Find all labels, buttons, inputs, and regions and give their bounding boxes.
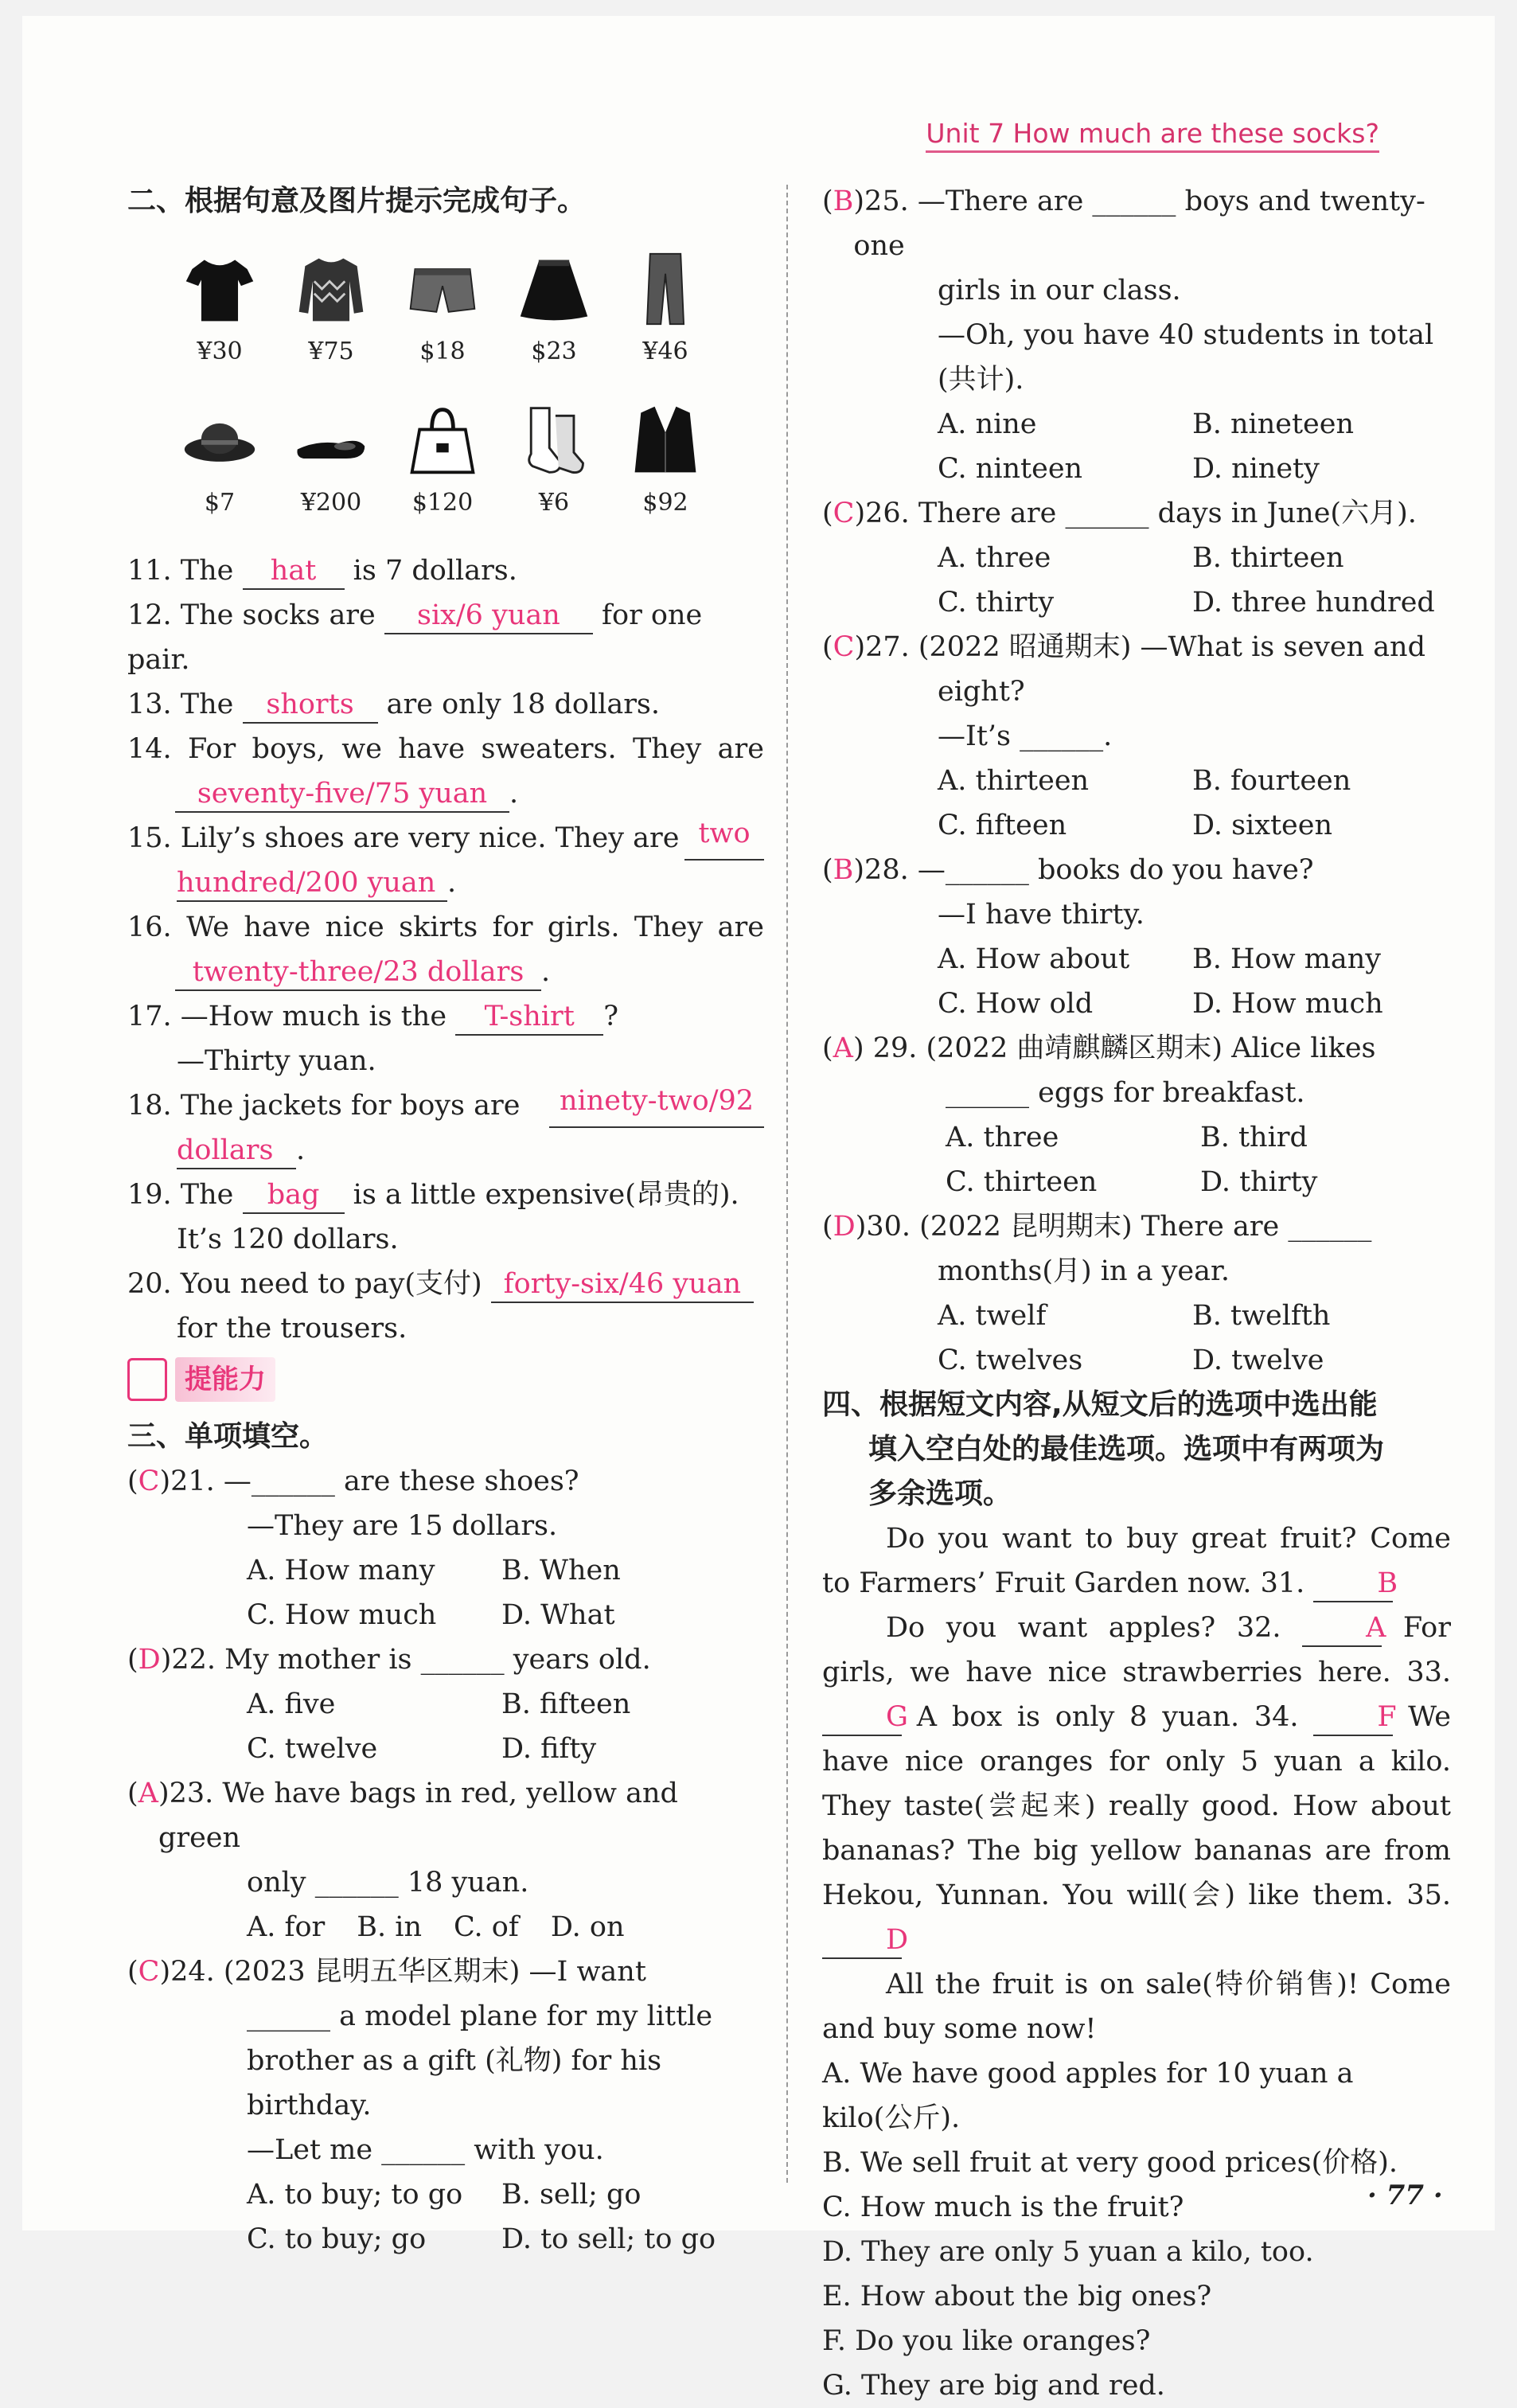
answer-blank[interactable]: F bbox=[1313, 1700, 1393, 1736]
question-23: ( A )23. We have bags in red, yellow and green only ______ 18 yuan. A. for B. in C. of D. on bbox=[127, 1771, 764, 1949]
right-column bbox=[822, 179, 1451, 2408]
question-27: ( C )27. (2022 昭通期末) —What is seven and eight? —It’s ______. A. thirteen B. fourteen C. fifteen D. sixteen bbox=[822, 625, 1451, 848]
clothing-gallery bbox=[166, 243, 764, 545]
price-label: ¥6 bbox=[538, 489, 570, 517]
question-16: 16. We have nice skirts for girls. They are twenty-three/23 dollars . bbox=[127, 905, 764, 994]
gallery-item bbox=[277, 243, 385, 394]
question-26: ( C )26. There are ______ days in June(六月). A. three B. thirteen C. thirty D. three hundred bbox=[822, 491, 1451, 625]
price-label: $120 bbox=[411, 489, 474, 517]
bag-icon bbox=[404, 402, 481, 478]
answer-blank[interactable]: two bbox=[684, 816, 764, 861]
answer-blank[interactable]: T-shirt bbox=[455, 999, 603, 1036]
hat-icon bbox=[181, 402, 258, 478]
question-21: ( C )21. —______ are these shoes? —They are 15 dollars. A. How many B. When C. How much D. What bbox=[127, 1459, 764, 1637]
gallery-item bbox=[388, 394, 497, 545]
answer-mark[interactable]: C bbox=[833, 498, 855, 529]
left-column bbox=[127, 179, 764, 2262]
answer-mark[interactable]: D bbox=[833, 1211, 856, 1243]
question-22: ( D )22. My mother is ______ years old. A. five B. fifteen C. twelve D. fifty bbox=[127, 1637, 764, 1771]
gallery-item bbox=[500, 243, 608, 394]
answer-mark[interactable]: D bbox=[138, 1644, 161, 1676]
question-12: 12. The socks are six/6 yuan for one pair. bbox=[127, 599, 703, 676]
question-25: ( B )25. —There are ______ boys and twenty-one girls in our class. —Oh, you have 40 students in total (共计). A. nine B. nineteen C. ninteen D. ninety bbox=[822, 179, 1451, 491]
sweater-icon bbox=[293, 251, 369, 327]
gallery-item bbox=[500, 394, 608, 545]
option-item: D. They are only 5 yuan a kilo, too. bbox=[822, 2236, 1314, 2268]
question-13: 13. The shorts are only 18 dollars. bbox=[127, 682, 764, 727]
price-label: $23 bbox=[531, 338, 577, 365]
option-item: F. Do you like oranges? bbox=[822, 2325, 1151, 2357]
unit-header: Unit 7 How much are these socks? bbox=[926, 118, 1379, 153]
gallery-item bbox=[277, 394, 385, 545]
price-label: $18 bbox=[419, 338, 466, 365]
passage-options bbox=[822, 2051, 1451, 2408]
question-30: ( D )30. (2022 昆明期末) There are ______ months(月) in a year. A. twelf B. twelfth C. twelves D. twelve bbox=[822, 1204, 1451, 1383]
answer-blank[interactable]: seventy-five/75 yuan bbox=[175, 776, 509, 813]
answer-mark[interactable]: C bbox=[833, 631, 855, 663]
answer-blank[interactable]: twenty-three/23 dollars bbox=[175, 954, 541, 991]
column-divider bbox=[786, 185, 788, 2183]
option-item: E. How about the big ones? bbox=[822, 2281, 1212, 2312]
price-label: ¥30 bbox=[197, 338, 243, 365]
option-item: B. We sell fruit at very good prices(价格). bbox=[822, 2147, 1398, 2179]
skirt-icon bbox=[516, 251, 592, 327]
answer-blank[interactable]: shorts bbox=[243, 687, 378, 724]
passage-paragraph-2: Do you want apples? 32. A For girls, we have nice strawberries here. 33. G A box is only 8 yuan. 34. F We have nice oranges for only 5 yuan a kilo. They taste(尝起来) really good. How about bananas? The big yellow bananas are from Hekou, Yunnan. You will(会) like them. 35. D bbox=[822, 1606, 1451, 1962]
shorts-icon bbox=[404, 251, 481, 327]
answer-blank[interactable]: bag bbox=[243, 1177, 345, 1214]
answer-mark[interactable]: B bbox=[833, 854, 854, 886]
answer-blank[interactable]: B bbox=[1313, 1566, 1393, 1602]
answer-mark[interactable]: A bbox=[138, 1778, 158, 1809]
option-item: A. We have good apples for 10 yuan a kilo(公斤). bbox=[822, 2058, 1354, 2134]
gallery-item bbox=[388, 243, 497, 394]
answer-blank[interactable]: A bbox=[1302, 1610, 1382, 1647]
tshirt-icon bbox=[181, 251, 258, 327]
gallery-item bbox=[611, 243, 720, 394]
question-29: ( A ) 29. (2022 曲靖麒麟区期末) Alice likes ______ eggs for breakfast. A. three B. third C. thirteen D. thirty bbox=[822, 1026, 1451, 1204]
gallery-item bbox=[166, 394, 274, 545]
section-4-title: 四、根据短文内容,从短文后的选项中选出能 填入空白处的最佳选项。选项中有两项为 多余选项。 bbox=[822, 1388, 1385, 1510]
gallery-item bbox=[166, 243, 274, 394]
gallery-item bbox=[611, 394, 720, 545]
price-label: $7 bbox=[204, 489, 236, 517]
answer-blank[interactable]: hat bbox=[243, 553, 345, 590]
answer-blank[interactable]: forty-six/46 yuan bbox=[491, 1266, 754, 1303]
question-20: 20. You need to pay(支付) forty-six/46 yuan for the trousers. bbox=[127, 1262, 764, 1351]
price-label: $92 bbox=[642, 489, 688, 517]
question-18: 18. The jackets for boys are ninety-two/92 dollars . bbox=[127, 1083, 764, 1173]
answer-blank[interactable]: hundred/200 yuan bbox=[177, 865, 447, 902]
book-icon bbox=[127, 1358, 167, 1401]
question-11: 11. The hat is 7 dollars. bbox=[127, 548, 764, 593]
trousers-icon bbox=[627, 251, 704, 327]
passage-paragraph-3: All the fruit is on sale(特价销售)! Come and buy some now! bbox=[822, 1969, 1451, 2045]
answer-blank[interactable]: six/6 yuan bbox=[384, 598, 593, 634]
answer-mark[interactable]: A bbox=[833, 1032, 853, 1064]
answer-blank[interactable]: dollars bbox=[177, 1133, 296, 1169]
passage-paragraph-1: Do you want to buy great fruit? Come to Farmers’ Fruit Garden now. 31. B bbox=[822, 1516, 1451, 1606]
price-label: ¥46 bbox=[642, 338, 688, 365]
answer-mark[interactable]: B bbox=[833, 185, 854, 217]
answer-blank[interactable]: G bbox=[822, 1700, 902, 1736]
question-14: 14. For boys, we have sweaters. They are seventy-five/75 yuan . bbox=[127, 727, 764, 816]
workbook-page bbox=[22, 16, 1495, 2402]
question-24: ( C )24. (2023 昆明五华区期末) —I want ______ a model plane for my little brother as a gift (礼物) for his birthday. —Let me ______ with you. A. to buy; to go B. sell; go C. to buy; go D. to sell; to go bbox=[127, 1949, 764, 2262]
answer-blank[interactable]: ninety-two/92 bbox=[549, 1083, 764, 1128]
shoes-icon bbox=[293, 402, 369, 478]
section-2-title: 二、根据句意及图片提示完成句子。 bbox=[127, 185, 587, 217]
question-28: ( B )28. —______ books do you have? —I have thirty. A. How about B. How many C. How old D. How much bbox=[822, 848, 1451, 1026]
option-item: G. They are big and red. bbox=[822, 2370, 1165, 2402]
price-label: ¥200 bbox=[300, 489, 362, 517]
page-number: · 77 · bbox=[1367, 2180, 1443, 2211]
answer-blank[interactable]: D bbox=[822, 1922, 902, 1959]
jacket-icon bbox=[627, 402, 704, 478]
section-3-title: 三、单项填空。 bbox=[127, 1420, 329, 1453]
answer-mark[interactable]: C bbox=[138, 1465, 160, 1497]
option-item: C. How much is the fruit? bbox=[822, 2191, 1184, 2223]
question-15: 15. Lily’s shoes are very nice. They are two hundred/200 yuan . bbox=[127, 816, 764, 905]
answer-mark[interactable]: C bbox=[138, 1956, 160, 1988]
price-label: ¥75 bbox=[308, 338, 354, 365]
socks-icon bbox=[516, 402, 592, 478]
ability-badge: 提能力 bbox=[127, 1357, 275, 1402]
question-17: 17. —How much is the T-shirt ? —Thirty yuan. bbox=[127, 1001, 618, 1077]
question-19: 19. The bag is a little expensive(昂贵的). It’s 120 dollars. bbox=[127, 1179, 739, 1255]
